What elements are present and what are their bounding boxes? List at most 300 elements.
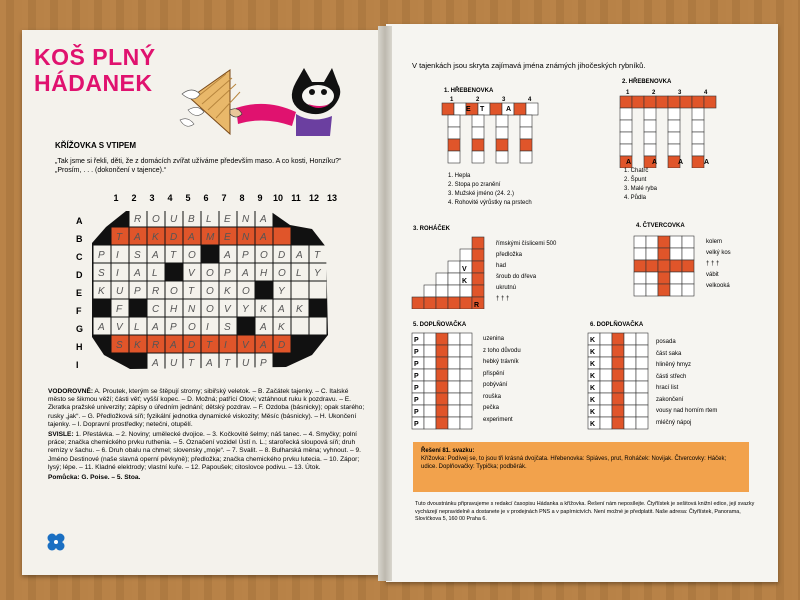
grid-letter: K xyxy=(296,304,303,315)
p3-clue: šroub do dřeva xyxy=(496,274,537,280)
p4-cell xyxy=(646,236,658,248)
p5-cell xyxy=(448,345,460,357)
p4-cell xyxy=(682,248,694,260)
p1-clue: 2. Stopa po zranění xyxy=(448,182,501,188)
p2-cell xyxy=(668,132,680,144)
p4-cell xyxy=(646,248,658,260)
p5-cell xyxy=(448,405,460,417)
p4-cell xyxy=(682,236,694,248)
p5-cell-letter: P xyxy=(414,421,419,428)
grid-letter: U xyxy=(170,358,178,369)
p6-cell xyxy=(636,381,648,393)
p2-top-num: 2 xyxy=(652,90,656,96)
grid-letter: A xyxy=(206,358,213,369)
grid-cell xyxy=(202,246,219,263)
p3-cell xyxy=(424,297,436,309)
p1-cell xyxy=(472,115,484,127)
p6-clue: vousy nad horním rtem xyxy=(656,408,718,414)
p5-cell xyxy=(436,345,448,357)
row-letter: G xyxy=(76,324,84,334)
p3-cell xyxy=(424,285,436,297)
grid-cell xyxy=(112,246,129,263)
p5-cell-letter: P xyxy=(414,373,419,380)
puzzle1-title: 1. HŘEBENOVKA xyxy=(444,88,494,94)
p2-letter: A xyxy=(652,159,658,166)
grid-letter: U xyxy=(242,358,250,369)
p4-cell xyxy=(634,272,646,284)
p6-cell xyxy=(624,393,636,405)
grid-letter: K xyxy=(224,286,231,297)
row-letter: I xyxy=(76,360,79,370)
p2-clue: 3. Malé ryba xyxy=(624,186,658,192)
p6-clue: hliněný hmyz xyxy=(656,362,692,368)
puzzle5-grid xyxy=(410,331,474,431)
p2-cell xyxy=(644,96,656,108)
grid-letter: K xyxy=(134,340,141,351)
grid-letter: P xyxy=(224,268,231,279)
p5-cell xyxy=(424,333,436,345)
puzzle-intro: „Tak jsme si řekli, děti, že z domácích zvířat užíváme především maso. A co kosti, Honzíku?“ „Prosím, . . . (dokončení v tajence).“ xyxy=(55,158,342,174)
col-number: 11 xyxy=(291,193,301,203)
grid-letter: F xyxy=(116,304,123,315)
grid-letter: Y xyxy=(242,304,249,315)
p1-cell xyxy=(472,139,484,151)
p4-cell xyxy=(634,284,646,296)
row-letter: C xyxy=(76,252,83,262)
row-letter: B xyxy=(76,234,83,244)
p2-cell xyxy=(644,108,656,120)
p1-cell xyxy=(526,103,538,115)
hint-text: Pomůcka: G. Poise. – 5. Stoa. xyxy=(48,474,141,482)
p6-cell xyxy=(624,345,636,357)
p6-cell xyxy=(636,393,648,405)
p4-cell xyxy=(670,248,682,260)
grid-letter: A xyxy=(260,214,267,225)
p3-clue: předložka xyxy=(496,252,523,258)
p1-top-num: 4 xyxy=(528,97,532,103)
p2-cells xyxy=(620,96,716,168)
puzzle3-title: 3. ROHÁČEK xyxy=(413,226,451,232)
p5-cell xyxy=(436,369,448,381)
grid-letter: N xyxy=(188,304,196,315)
p5-cell xyxy=(448,417,460,429)
p2-cell xyxy=(668,108,680,120)
p3-cell xyxy=(448,297,460,309)
p5-cell-letter: P xyxy=(414,349,419,356)
p5-cell xyxy=(424,417,436,429)
p3-cell xyxy=(472,249,484,261)
p6-cell xyxy=(600,405,612,417)
grid-letter: O xyxy=(206,286,214,297)
title-line-1: KOŠ PLNÝ xyxy=(34,44,156,70)
p6-cell xyxy=(612,393,624,405)
grid-letter: O xyxy=(188,322,196,333)
p4-cells xyxy=(634,236,694,296)
p6-cell-letter: K xyxy=(590,385,596,392)
puzzle5-clues xyxy=(483,334,521,426)
p2-clue: 1. Chatrč xyxy=(624,168,649,174)
grid-letter: I xyxy=(116,268,119,279)
p4-cell xyxy=(634,248,646,260)
grid-letter: U xyxy=(116,286,124,297)
grid-letter: O xyxy=(206,304,214,315)
grid-cell xyxy=(310,318,327,335)
p6-cell xyxy=(624,381,636,393)
p1-cell xyxy=(472,127,484,139)
p2-cell xyxy=(668,144,680,156)
p3-cell xyxy=(460,249,472,261)
book-gutter xyxy=(378,26,392,581)
p5-cell-letter: P xyxy=(414,397,419,404)
p2-top-num: 4 xyxy=(704,90,708,96)
p3-cell xyxy=(472,261,484,273)
solution-title: Řešení 81. svazku: xyxy=(421,448,475,454)
p5-cell xyxy=(424,393,436,405)
grid-letter: T xyxy=(188,358,195,369)
grid-letter: R xyxy=(134,214,142,225)
grid-cell xyxy=(292,318,309,335)
p4-clue: velkooká xyxy=(706,283,730,289)
grid-letter: L xyxy=(296,268,302,279)
grid-letter: V xyxy=(224,304,231,315)
p2-cell xyxy=(620,132,632,144)
p5-cell xyxy=(436,357,448,369)
grid-letter: T xyxy=(206,340,213,351)
title-line-2: HÁDANEK xyxy=(34,70,153,96)
puzzle4-grid xyxy=(632,234,700,298)
grid-letter: Y xyxy=(314,268,321,279)
puzzle5-title: 5. DOPLŇOVAČKA xyxy=(413,322,467,328)
p4-cell xyxy=(670,260,682,272)
p4-clue: † † † xyxy=(706,261,720,267)
grid-letter: O xyxy=(242,286,250,297)
clues-across xyxy=(48,388,366,429)
p3-cell xyxy=(448,273,460,285)
row-letter: F xyxy=(76,306,82,316)
grid-letter: P xyxy=(134,286,141,297)
row-letter: A xyxy=(76,216,83,226)
p2-cell xyxy=(692,132,704,144)
p2-cell xyxy=(620,96,632,108)
grid-letter: V xyxy=(188,268,195,279)
p4-cell xyxy=(682,260,694,272)
p6-cell xyxy=(600,417,612,429)
p1-top-num: 1 xyxy=(450,97,454,103)
grid-letter: E xyxy=(224,232,231,243)
p2-cell xyxy=(692,120,704,132)
p5-cell xyxy=(424,405,436,417)
grid-letter: N xyxy=(242,214,250,225)
p3-letter: K xyxy=(462,278,468,285)
p5-cell xyxy=(436,333,448,345)
p5-clue: pobývání xyxy=(483,382,508,388)
p4-cell xyxy=(658,272,670,284)
p5-clue: přispění xyxy=(483,370,505,377)
grid-letter: P xyxy=(98,250,105,261)
p1-cell xyxy=(520,139,532,151)
p3-clue: ukrutnú xyxy=(496,285,517,291)
grid-letter: O xyxy=(278,268,286,279)
p1-cell xyxy=(514,103,526,115)
grid-letter: S xyxy=(116,340,123,351)
grid-cell xyxy=(274,228,291,245)
col-number: 9 xyxy=(257,193,263,203)
p5-clue: hebký trávník xyxy=(483,359,519,365)
col-number: 7 xyxy=(221,193,227,203)
p6-cell xyxy=(624,405,636,417)
p6-clue: mléčný nápoj xyxy=(656,419,692,426)
grid-letter: U xyxy=(170,214,178,225)
grid-letter: A xyxy=(278,304,285,315)
solution-box xyxy=(413,442,749,492)
grid-letter: A xyxy=(152,358,159,369)
col-number: 1 xyxy=(113,193,119,203)
p6-cell-letter: K xyxy=(590,337,596,344)
p1-letter: A xyxy=(506,106,512,113)
grid-letter: K xyxy=(152,232,159,243)
grid-cell xyxy=(112,264,129,281)
puzzle6-title: 6. DOPLŇOVAČKA xyxy=(590,322,644,328)
grid-cell xyxy=(166,264,183,281)
p1-cell xyxy=(448,115,460,127)
p4-clue: kolem xyxy=(706,239,723,245)
p1-clue: 3. Mužské jméno (24. 2.) xyxy=(448,191,515,197)
col-number: 12 xyxy=(308,193,319,203)
grid-cell xyxy=(292,282,309,299)
p5-clue: uzenina xyxy=(483,336,505,342)
p6-clue: zakončení xyxy=(656,396,684,403)
p2-top-num: 3 xyxy=(678,90,682,96)
p1-cell xyxy=(520,127,532,139)
puzzle3-clues xyxy=(496,239,556,305)
p1-cell xyxy=(520,151,532,163)
p6-cell xyxy=(636,405,648,417)
p5-cell xyxy=(460,381,472,393)
p1-letter: T xyxy=(480,106,485,113)
p4-cell xyxy=(682,272,694,284)
p2-cell xyxy=(632,96,644,108)
p5-clue: z toho důvodu xyxy=(483,347,521,354)
grid-letter: V xyxy=(116,322,123,333)
p6-cell xyxy=(624,333,636,345)
p5-cell xyxy=(460,357,472,369)
p5-cell xyxy=(460,333,472,345)
grid-letter: O xyxy=(188,250,196,261)
p3-cell xyxy=(436,285,448,297)
p1-cell xyxy=(496,115,508,127)
grid-letter: H xyxy=(260,268,268,279)
p5-cell xyxy=(448,357,460,369)
p3-cell xyxy=(472,237,484,249)
grid-letter: E xyxy=(224,214,231,225)
p6-cell-letter: K xyxy=(590,349,596,356)
p1-cell xyxy=(454,103,466,115)
grid-letter: Y xyxy=(278,286,285,297)
p3-cell xyxy=(448,285,460,297)
p5-cell-letter: P xyxy=(414,409,419,416)
p1-cell xyxy=(472,151,484,163)
p2-cell xyxy=(668,96,680,108)
grid-cell xyxy=(220,336,237,353)
solution-content xyxy=(421,447,741,471)
p6-cell-letter: K xyxy=(590,373,596,380)
p4-cell xyxy=(658,260,670,272)
p5-cell xyxy=(424,357,436,369)
p1-letter: E xyxy=(466,106,471,113)
col-number: 10 xyxy=(272,193,283,203)
p6-cell-letter: K xyxy=(590,397,596,404)
grid-letter: I xyxy=(206,322,209,333)
p6-cell xyxy=(600,381,612,393)
puzzle-subtitle: KŘÍŽOVKA S VTIPEM xyxy=(55,141,137,150)
grid-letter: O xyxy=(206,268,214,279)
p1-cell xyxy=(496,151,508,163)
p3-cell xyxy=(472,273,484,285)
col-number: 13 xyxy=(326,193,337,203)
p6-cell xyxy=(612,369,624,381)
grid-cell xyxy=(310,282,327,299)
col-number: 5 xyxy=(185,193,191,203)
p3-cells xyxy=(412,237,484,309)
p1-cell xyxy=(496,127,508,139)
p6-cell xyxy=(612,345,624,357)
p6-cell xyxy=(612,333,624,345)
p5-cell xyxy=(436,405,448,417)
p1-cell xyxy=(490,103,502,115)
p1-cell xyxy=(448,127,460,139)
grid-letter: A xyxy=(170,340,177,351)
p3-letter: V xyxy=(462,266,467,273)
p5-cell xyxy=(448,333,460,345)
p4-cell xyxy=(658,248,670,260)
grid-letter: H xyxy=(170,304,178,315)
grid-letter: B xyxy=(188,214,195,225)
col-number: 4 xyxy=(167,193,173,203)
puzzle6-clues xyxy=(656,337,717,429)
grid-letter: R xyxy=(152,340,160,351)
p6-cell xyxy=(600,393,612,405)
grid-letter: K xyxy=(278,322,285,333)
clues-down-label: SVISLE: xyxy=(48,431,74,439)
p5-cell xyxy=(460,369,472,381)
p2-letter: A xyxy=(678,159,684,166)
col-number: 6 xyxy=(203,193,209,203)
grid-letter: L xyxy=(134,322,140,333)
grid-letter: A xyxy=(98,322,105,333)
p5-cell xyxy=(436,393,448,405)
row-letter: D xyxy=(76,270,83,280)
p1-cell xyxy=(448,151,460,163)
p5-cell xyxy=(460,345,472,357)
p6-cell xyxy=(600,345,612,357)
p2-cell xyxy=(656,96,668,108)
puzzle1-grid xyxy=(440,95,540,175)
clues-across-text: A. Proutek, kterým se štěpují stromy; sibiřský veletok. – B. Začátek tajenky. – C. Italské město se šikmou věží; části věť; vyšší kopec. – D. Možná; patřící Otovi; vztáhnout ruku k pozdravu. – E. Zkratka pražské univerzity; zápisy o úředním jednání; dětský pozdrav. – F. Ozdoba (básnicky); opak starého; rusky „jak“. – G. Předložková síň; fyzikální jednotka dynamické viskozity; Měsíc (básnicky). – H. Ukončení tajenky. – I. Dopravní prostředky; netečni, otupělí. xyxy=(48,388,365,428)
grid-letter: K xyxy=(98,286,105,297)
puzzle3-grid xyxy=(410,235,490,309)
grid-letter: A xyxy=(188,232,195,243)
crossword-clues xyxy=(48,388,366,484)
hint xyxy=(48,474,366,482)
p4-cell xyxy=(658,236,670,248)
p6-cell xyxy=(624,417,636,429)
grid-letter: M xyxy=(206,232,215,243)
p6-clue: hrací list xyxy=(656,385,679,391)
grid-letter: D xyxy=(188,340,196,351)
p6-cell xyxy=(624,369,636,381)
grid-letter: V xyxy=(242,340,249,351)
p5-cell xyxy=(424,345,436,357)
p2-cell xyxy=(644,120,656,132)
p6-cell xyxy=(612,405,624,417)
grid-letter: A xyxy=(260,322,267,333)
p2-letter: A xyxy=(704,159,710,166)
grid-letter: T xyxy=(314,250,321,261)
p6-cell-letter: K xyxy=(590,409,596,416)
cat-with-basket-illustration xyxy=(176,64,356,138)
grid-letter: T xyxy=(170,250,177,261)
p3-cell xyxy=(472,285,484,297)
column-numbers xyxy=(107,193,341,203)
grid-letter: A xyxy=(260,340,267,351)
p5-clue: pečka xyxy=(483,405,500,411)
grid-letter: L xyxy=(206,214,212,225)
p6-cell-letter: K xyxy=(590,361,596,368)
grid-letter: I xyxy=(224,340,227,351)
puzzle2-title: 2. HŘEBENOVKA xyxy=(622,79,672,85)
crossword-grid xyxy=(90,205,330,375)
grid-letter: T xyxy=(116,232,123,243)
p3-cell xyxy=(412,297,424,309)
p6-clue: posada xyxy=(656,339,676,345)
grid-letter: D xyxy=(170,232,178,243)
p1-cell xyxy=(442,103,454,115)
grid-cell xyxy=(238,318,255,335)
p6-cell xyxy=(636,369,648,381)
puzzle6-grid xyxy=(586,331,650,431)
puzzle2-clues xyxy=(624,167,657,203)
grid-letter: R xyxy=(152,286,160,297)
p2-cell xyxy=(644,144,656,156)
p6-cell xyxy=(636,417,648,429)
footer-text: Tuto dvoustránku připravujeme s redakcí časopisu Hádanka a křížovka. Řešení nám neposílejte. Čtyřlístek je sešitová knižní edice, její svazky vycházejí nepravidelně a dostanete je v prodejnách PNS a v papírnictvích. Není možné je předplatit. Naše adresa: Čtyřlístek, Panorama, Slovíčkova 5, 160 00 Praha 6. xyxy=(415,501,755,523)
p4-cell xyxy=(670,236,682,248)
p2-clue: 2. Špunt xyxy=(624,177,647,183)
grid-letter: P xyxy=(260,358,267,369)
col-number: 3 xyxy=(149,193,155,203)
grid-letter: A xyxy=(134,232,141,243)
grid-letter: P xyxy=(242,250,249,261)
grid-letter: O xyxy=(170,286,178,297)
p5-cell xyxy=(436,417,448,429)
p4-cell xyxy=(682,284,694,296)
p6-cell xyxy=(612,357,624,369)
p6-cell xyxy=(600,333,612,345)
p6-cell xyxy=(612,417,624,429)
p3-letter: R xyxy=(474,302,480,309)
p4-cell xyxy=(646,272,658,284)
puzzle1-clues xyxy=(448,172,532,208)
grid-cell xyxy=(130,300,147,317)
p1-top-num: 3 xyxy=(502,97,506,103)
row-letter: H xyxy=(76,342,83,352)
grid-letter: A xyxy=(134,268,141,279)
p5-cell-letter: P xyxy=(414,337,419,344)
p2-top-num: 1 xyxy=(626,90,630,96)
p1-clue: 1. Hepla xyxy=(448,173,471,179)
p4-clue: vábit xyxy=(706,272,719,278)
p5-cell-letter: P xyxy=(414,361,419,368)
